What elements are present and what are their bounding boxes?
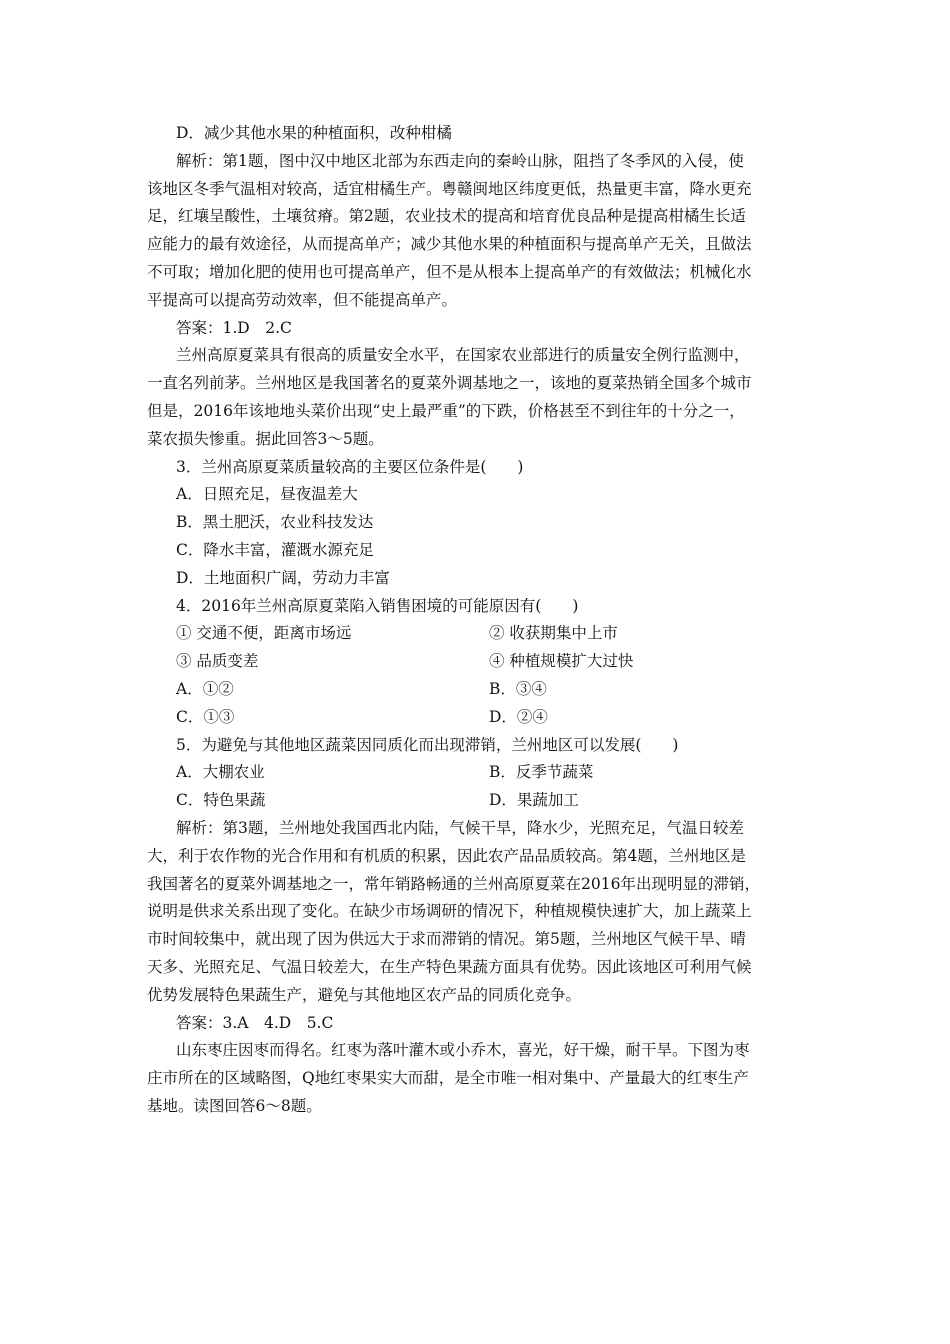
analysis-q3-5: 解析：第3题，兰州地处我国西北内陆，气候干旱，降水少，光照充足，气温日较差	[176, 818, 744, 837]
passage-lanzhou: 兰州高原夏菜具有很高的质量安全水平，在国家农业部进行的质量安全例行监测中，	[176, 346, 750, 365]
analysis-q3-5-cont: 大，利于农作物的光合作用和有机质的积累，因此农产品品质较高。第4题，兰州地区是	[147, 846, 746, 865]
analysis-q3-5-cont: 天多、光照充足、气温日较差大，在生产特色果蔬方面具有优势。因此该地区可利用气候	[147, 957, 752, 976]
answer-q3-5: 答案：3.A 4.D 5.C	[176, 1013, 334, 1032]
analysis-q3-5-cont: 说明是供求关系出现了变化。在缺少市场调研的情况下，种植规模快速扩大，加上蔬菜上	[147, 902, 752, 921]
analysis-q1-2-cont: 应能力的最有效途径，从而提高单产；减少其他水果的种植面积与提高单产无关，且做法	[147, 235, 752, 254]
option-d-q2: D．减少其他水果的种植面积，改种柑橘	[176, 124, 452, 142]
analysis-q1-2-cont: 不可取；增加化肥的使用也可提高单产，但不是从根本上提高单产的有效做法；机械化水	[147, 262, 752, 281]
q4-statement-4: ④ 种植规模扩大过快	[489, 652, 634, 671]
q3-option-c: C．降水丰富，灌溉水源充足	[176, 540, 374, 559]
q4-statements-row-1	[147, 620, 817, 648]
analysis-q1-2: 解析：第1题，图中汉中地区北部为东西走向的秦岭山脉，阻挡了冬季风的入侵，使	[176, 151, 744, 170]
q5-option-c: C．特色果蔬	[176, 791, 266, 810]
passage-lanzhou-cont: 菜农损失惨重。据此回答3～5题。	[147, 429, 384, 448]
q4-option-d: D．②④	[489, 707, 548, 726]
q5-option-b: B．反季节蔬菜	[489, 763, 594, 782]
passage-zaozhuang-cont: 庄市所在的区域略图，Q地红枣果实大而甜，是全市唯一相对集中、产量最大的红枣生产	[147, 1069, 749, 1088]
analysis-q3-5-cont: 我国著名的夏菜外调基地之一，常年销路畅通的兰州高原夏菜在2016年出现明显的滞销，	[147, 874, 760, 893]
passage-lanzhou-cont: 一直名列前茅。兰州地区是我国著名的夏菜外调基地之一，该地的夏菜热销全国多个城市	[147, 374, 752, 393]
q5-option-a: A．大棚农业	[176, 763, 265, 782]
document-body	[147, 120, 817, 1121]
question-5: 5．为避免与其他地区蔬菜因同质化而出现滞销，兰州地区可以发展( )	[176, 735, 679, 754]
answer-q1-2: 答案：1.D 2.C	[176, 318, 292, 337]
q4-option-b: B．③④	[489, 679, 547, 698]
analysis-q1-2-cont: 足，红壤呈酸性，土壤贫瘠。第2题，农业技术的提高和培育优良品种是提高柑橘生长适	[147, 207, 746, 226]
q5-options-row-2	[147, 787, 817, 815]
q3-option-d: D．土地面积广阔，劳动力丰富	[176, 568, 390, 587]
q4-statements-row-2	[147, 648, 817, 676]
q4-option-a: A．①②	[176, 679, 234, 698]
analysis-q1-2-cont: 平提高可以提高劳动效率，但不能提高单产。	[147, 290, 458, 309]
passage-lanzhou-cont: 但是，2016年该地地头菜价出现“史上最严重”的下跌，价格甚至不到往年的十分之一，	[147, 401, 745, 420]
q4-statement-1: ① 交通不便，距离市场远	[176, 624, 352, 643]
q4-statement-3: ③ 品质变差	[176, 652, 259, 671]
passage-zaozhuang: 山东枣庄因枣而得名。红枣为落叶灌木或小乔木，喜光，好干燥，耐干旱。下图为枣	[176, 1041, 750, 1060]
analysis-q1-2-cont: 该地区冬季气温相对较高，适宜柑橘生产。粤赣闽地区纬度更低，热量更丰富，降水更充	[147, 179, 752, 198]
q5-option-d: D．果蔬加工	[489, 791, 579, 810]
q3-option-a: A．日照充足，昼夜温差大	[176, 485, 358, 504]
q5-options-row-1	[147, 759, 817, 787]
q3-option-b: B．黑土肥沃，农业科技发达	[176, 513, 374, 532]
analysis-q3-5-cont: 市时间较集中，就出现了因为供远大于求而滞销的情况。第5题，兰州地区气候干旱、晴	[147, 930, 746, 949]
q4-statement-2: ② 收获期集中上市	[489, 624, 618, 643]
question-3: 3．兰州高原夏菜质量较高的主要区位条件是( )	[176, 457, 524, 476]
q4-options-row-1	[147, 676, 817, 704]
q4-options-row-2	[147, 704, 817, 732]
analysis-q3-5-cont: 优势发展特色果蔬生产，避免与其他地区农产品的同质化竞争。	[147, 985, 582, 1004]
q4-option-c: C．①③	[176, 707, 235, 726]
question-4: 4．2016年兰州高原夏菜陷入销售困境的可能原因有( )	[176, 596, 579, 615]
passage-zaozhuang-cont: 基地。读图回答6～8题。	[147, 1096, 322, 1115]
